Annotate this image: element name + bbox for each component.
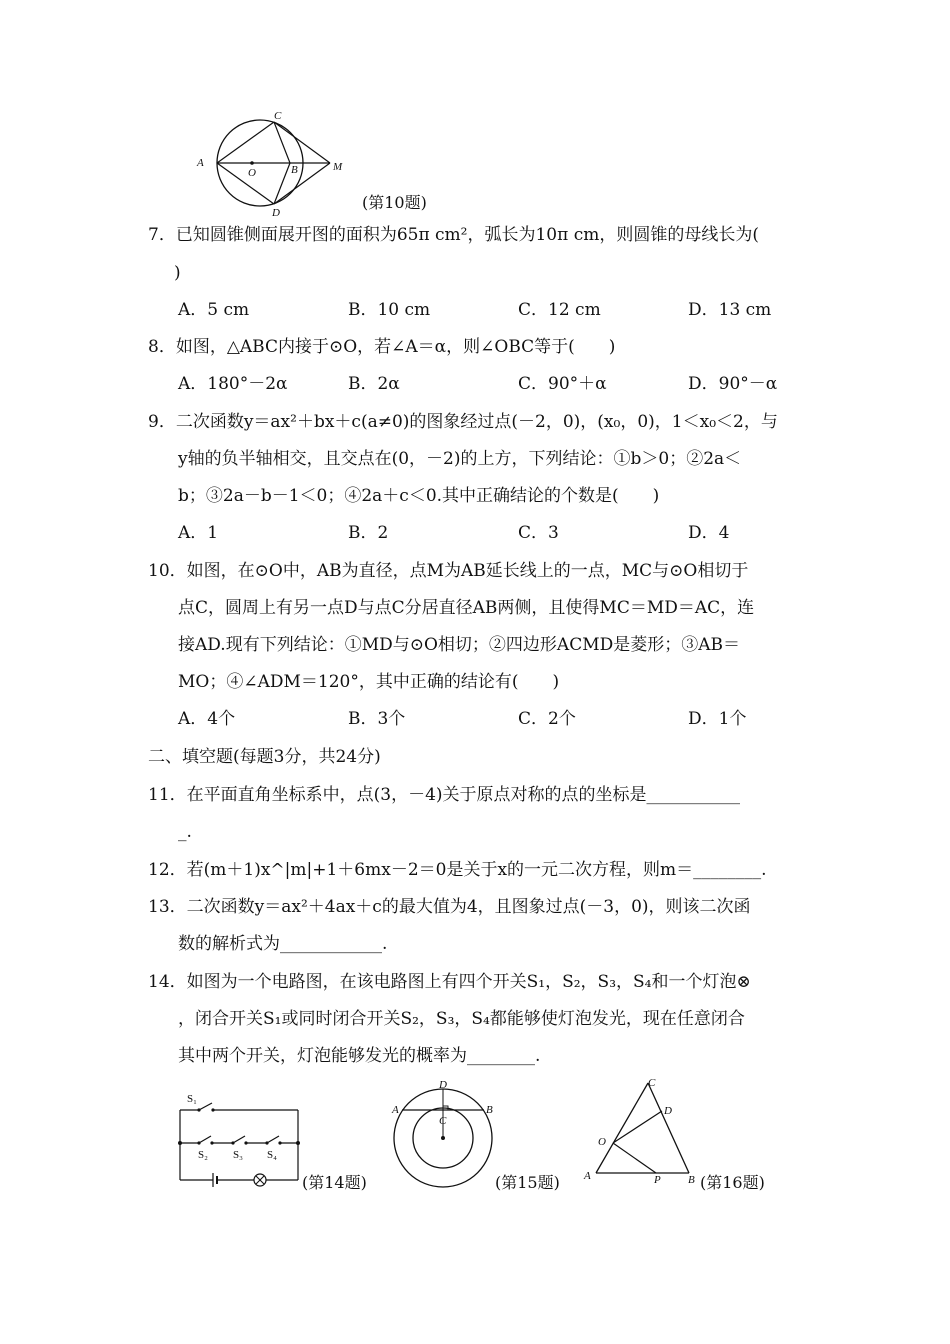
q10-option-b: B．3个	[348, 709, 406, 729]
q10-line4: MO；④∠ADM＝120°，其中正确的结论有( )	[178, 672, 560, 692]
fig10-label-m: M	[333, 161, 343, 173]
fig14-caption: (第14题)	[302, 1173, 367, 1192]
fig10-caption: (第10题)	[362, 193, 427, 212]
q8-line1: 8．如图，△ABC内接于⊙O，若∠A＝α，则∠OBC等于( )	[148, 337, 616, 357]
fig15-label-b: B	[486, 1104, 493, 1116]
q9-option-d: D．4	[688, 523, 730, 543]
q14-line3: 其中两个开关，灯泡能够发光的概率为________.	[178, 1046, 541, 1066]
q9-line2: y轴的负半轴相交，且交点在(0，－2)的上方，下列结论：①b＞0；②2a＜	[178, 449, 742, 469]
q7-option-c: C．12 cm	[518, 300, 601, 320]
fig14-label-s3: S₃	[233, 1149, 243, 1161]
q7-option-d: D．13 cm	[688, 300, 772, 320]
q14-line1: 14．如图为一个电路图，在该电路图上有四个开关S₁，S₂，S₃，S₄和一个灯泡⊗	[148, 972, 751, 992]
q10-line3: 接AD.现有下列结论：①MD与⊙O相切；②四边形ACMD是菱形；③AB＝	[178, 635, 741, 655]
fig16-label-a: A	[584, 1170, 591, 1182]
fig15-label-c: C	[439, 1115, 447, 1127]
fig15-label-d: D	[439, 1079, 447, 1091]
q14-line2: ，闭合开关S₁或同时闭合开关S₂，S₃，S₄都能够使灯泡发光，现在任意闭合	[178, 1009, 745, 1029]
fig15-label-a: A	[392, 1104, 399, 1116]
q8-option-b: B．2α	[348, 374, 400, 394]
figure-q10-circle-tangent	[190, 108, 360, 219]
q11-line2: _.	[178, 822, 192, 842]
fig16-label-p: P	[654, 1174, 661, 1186]
q7-line1: 7．已知圆锥侧面展开图的面积为65π cm²，弧长为10π cm，则圆锥的母线长为(	[148, 225, 759, 245]
fig14-label-s2: S₂	[198, 1149, 208, 1161]
q11-line1: 11．在平面直角坐标系中，点(3，－4)关于原点对称的点的坐标是___________	[148, 785, 741, 805]
figure-q15-concentric-circles	[388, 1080, 508, 1195]
fig10-label-b: B	[291, 164, 298, 176]
q12-line1: 12．若(m＋1)x^|m|+1＋6mx－2＝0是关于x的一元二次方程，则m＝________.	[148, 860, 767, 880]
figure-q16-triangle	[580, 1075, 705, 1185]
q13-line1: 13．二次函数y＝ax²＋4ax＋c的最大值为4，且图象过点(－3，0)，则该二次函	[148, 897, 751, 917]
fig16-label-b: B	[688, 1174, 695, 1186]
fig10-label-a: A	[197, 157, 204, 169]
q8-option-c: C．90°＋α	[518, 374, 607, 394]
q8-option-d: D．90°－α	[688, 374, 778, 394]
fig15-caption: (第15题)	[495, 1173, 560, 1192]
q9-line3: b；③2a－b－1＜0；④2a＋c＜0.其中正确结论的个数是( )	[178, 486, 660, 506]
fig16-caption: (第16题)	[700, 1173, 765, 1192]
q7-option-a: A．5 cm	[178, 300, 250, 320]
section-2-heading: 二、填空题(每题3分，共24分)	[148, 747, 381, 767]
fig16-label-o: O	[598, 1136, 606, 1148]
fig14-label-s4: S₄	[267, 1149, 277, 1161]
q9-option-b: B．2	[348, 523, 389, 543]
q9-option-a: A．1	[178, 523, 219, 543]
fig14-label-s1: S₁	[187, 1093, 197, 1105]
q10-option-d: D．1个	[688, 709, 747, 729]
q7-option-b: B．10 cm	[348, 300, 431, 320]
q10-option-a: A．4个	[178, 709, 236, 729]
fig16-label-d: D	[664, 1105, 672, 1117]
q9-line1: 9．二次函数y＝ax²＋bx＋c(a≠0)的图象经过点(－2，0)，(x₀，0)，1＜x₀＜2，与	[148, 412, 778, 432]
q13-line2: 数的解析式为____________.	[178, 934, 388, 954]
figure-q14-circuit	[170, 1090, 310, 1190]
q10-line1: 10．如图，在⊙O中，AB为直径，点M为AB延长线上的一点，MC与⊙O相切于	[148, 561, 749, 581]
q7-line2: )	[174, 263, 181, 283]
fig16-label-c: C	[648, 1077, 656, 1089]
fig10-label-o: O	[248, 167, 256, 179]
fig10-label-c: C	[274, 110, 282, 122]
q9-option-c: C．3	[518, 523, 559, 543]
q8-option-a: A．180°－2α	[178, 374, 288, 394]
fig10-label-d: D	[272, 207, 280, 219]
q10-line2: 点C，圆周上有另一点D与点C分居直径AB两侧，且使得MC＝MD＝AC，连	[178, 598, 755, 618]
q10-option-c: C．2个	[518, 709, 576, 729]
